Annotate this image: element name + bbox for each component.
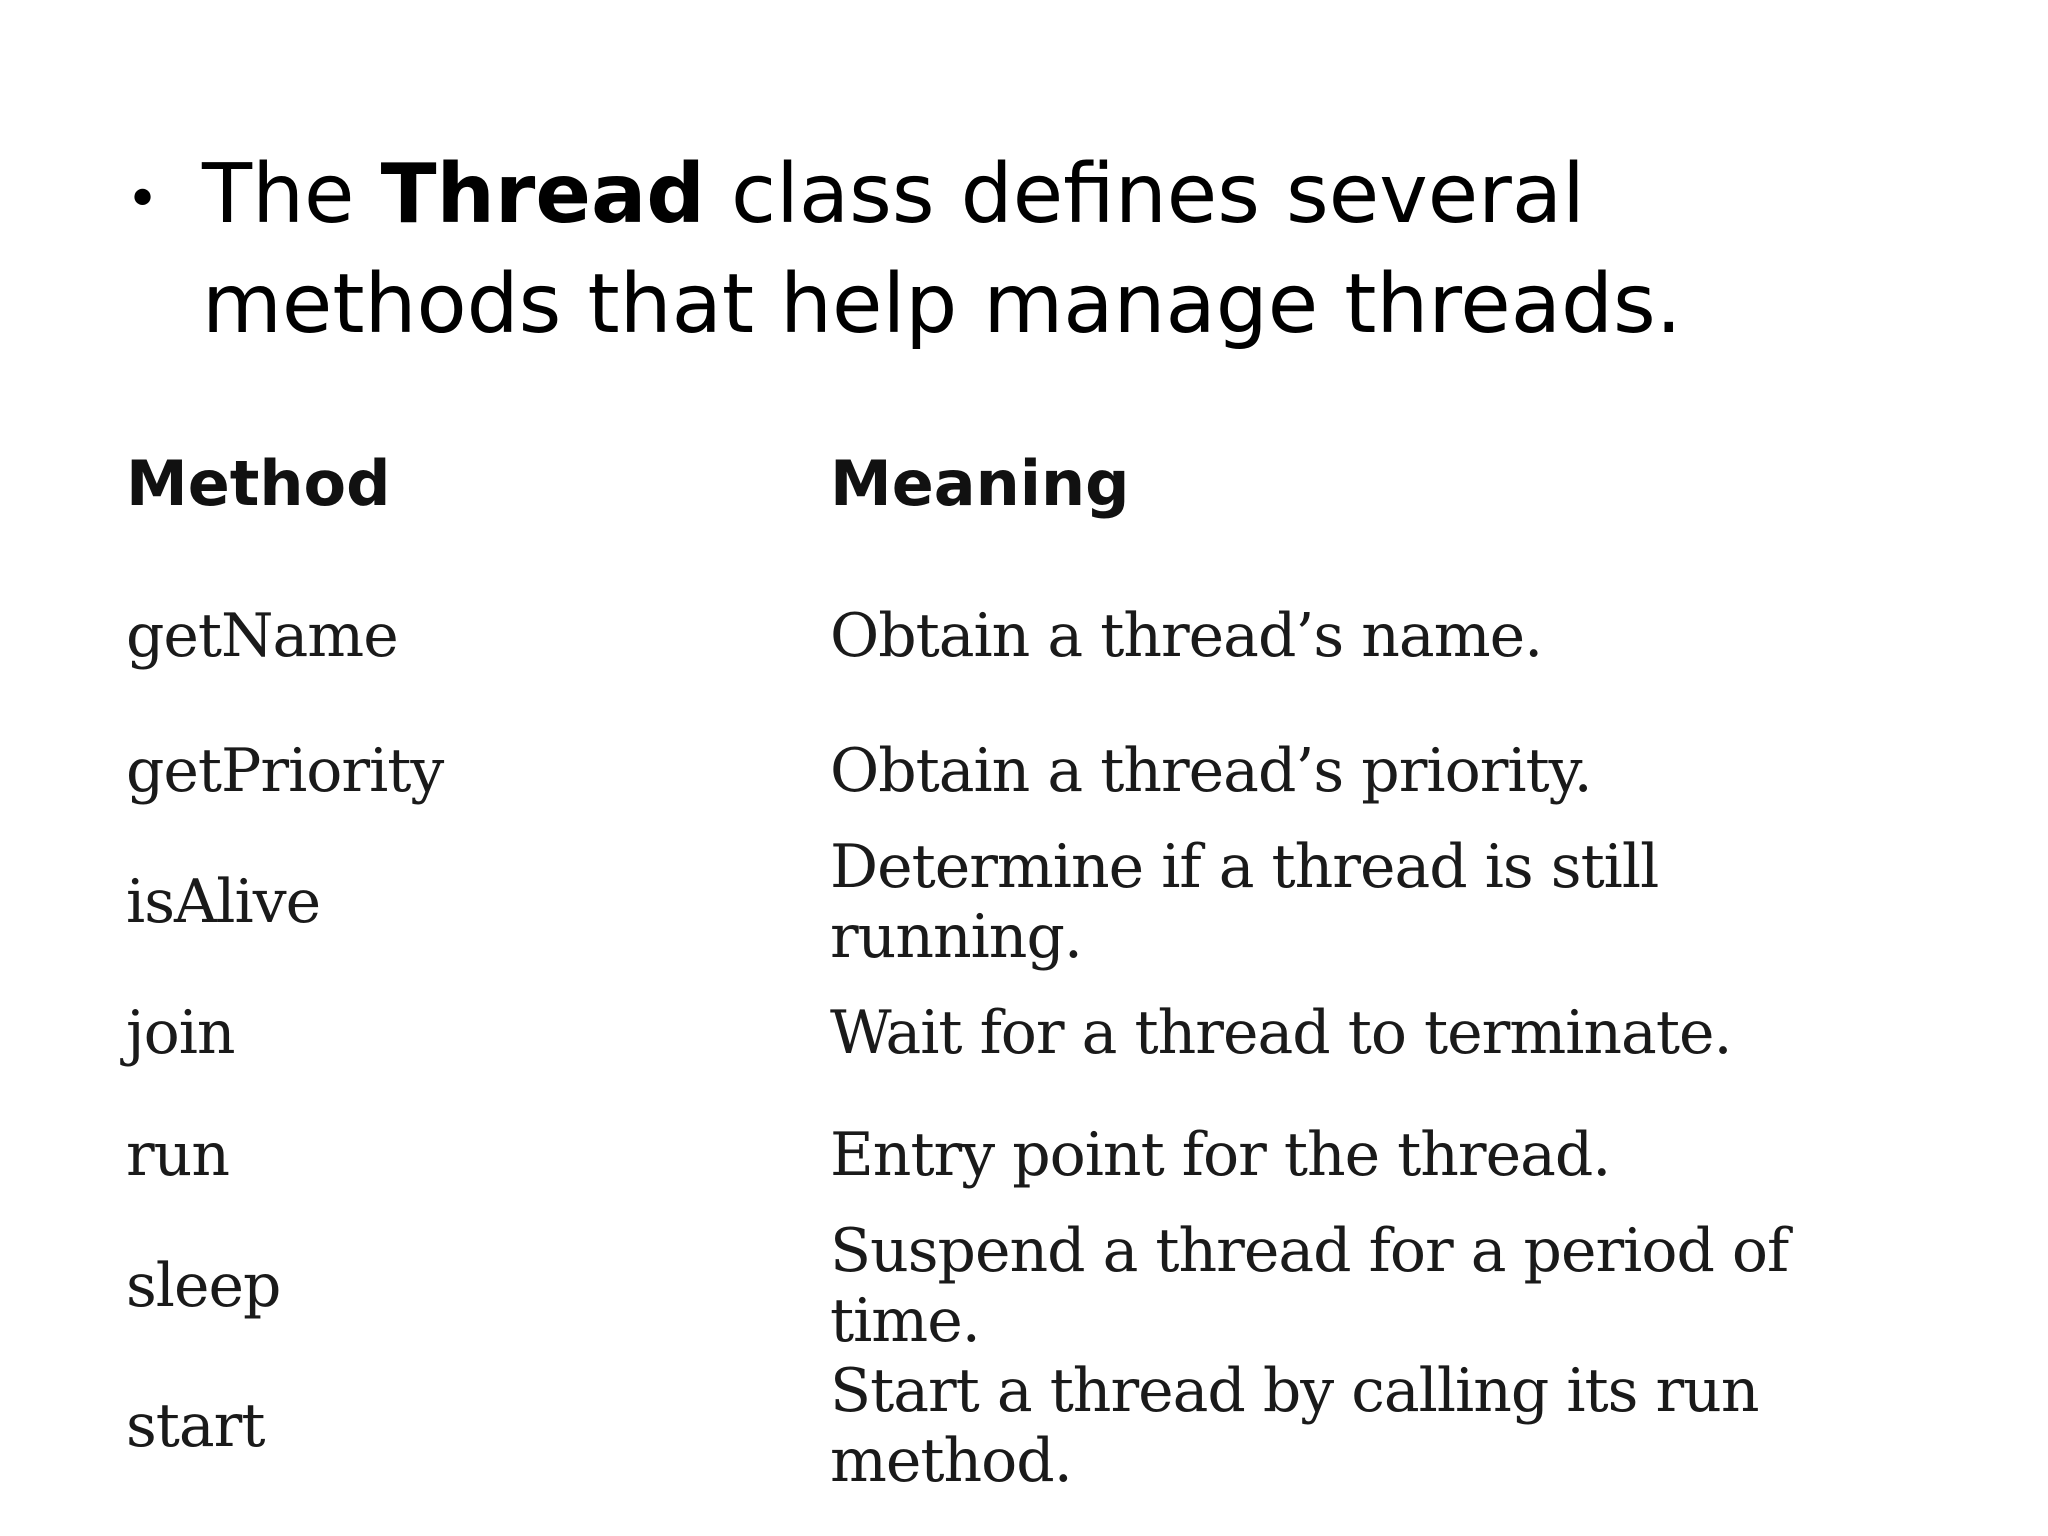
meaning-cell: Wait for a thread to terminate. — [830, 998, 1732, 1068]
table-row — [126, 1216, 1926, 1356]
method-cell: join — [126, 998, 235, 1068]
bullet-text-prefix: The — [202, 147, 381, 242]
table-row — [126, 538, 1926, 710]
meaning-cell: Entry point for the thread. — [830, 1120, 1611, 1190]
bullet-text-bold: Thread — [380, 147, 705, 242]
method-cell: run — [126, 1120, 229, 1190]
table-row — [126, 832, 1926, 972]
meaning-cell: Obtain a thread’s name. — [830, 601, 1543, 671]
bullet-text-suffix: class defines several methods that help manage threads. — [202, 147, 1682, 352]
column-header-method: Method — [126, 446, 391, 520]
meaning-cell: Obtain a thread’s priority. — [830, 736, 1592, 806]
methods-table — [126, 428, 1926, 1496]
column-header-meaning: Meaning — [830, 446, 1130, 520]
method-cell: getPriority — [126, 736, 444, 806]
table-row — [126, 1094, 1926, 1216]
meaning-cell: Suspend a thread for a period of time. — [830, 1216, 1789, 1356]
bullet-icon: • — [126, 167, 160, 232]
method-cell: start — [126, 1391, 265, 1461]
method-cell: sleep — [126, 1251, 281, 1321]
table-row — [126, 710, 1926, 832]
bullet-text — [202, 140, 1962, 360]
table-header-row — [126, 428, 1926, 538]
table-row — [126, 972, 1926, 1094]
meaning-cell: Determine if a thread is still running. — [830, 832, 1659, 972]
method-cell: isAlive — [126, 867, 321, 937]
meaning-cell: Start a thread by calling its run method. — [830, 1356, 1759, 1496]
table-row — [126, 1356, 1926, 1496]
method-cell: getName — [126, 601, 398, 671]
